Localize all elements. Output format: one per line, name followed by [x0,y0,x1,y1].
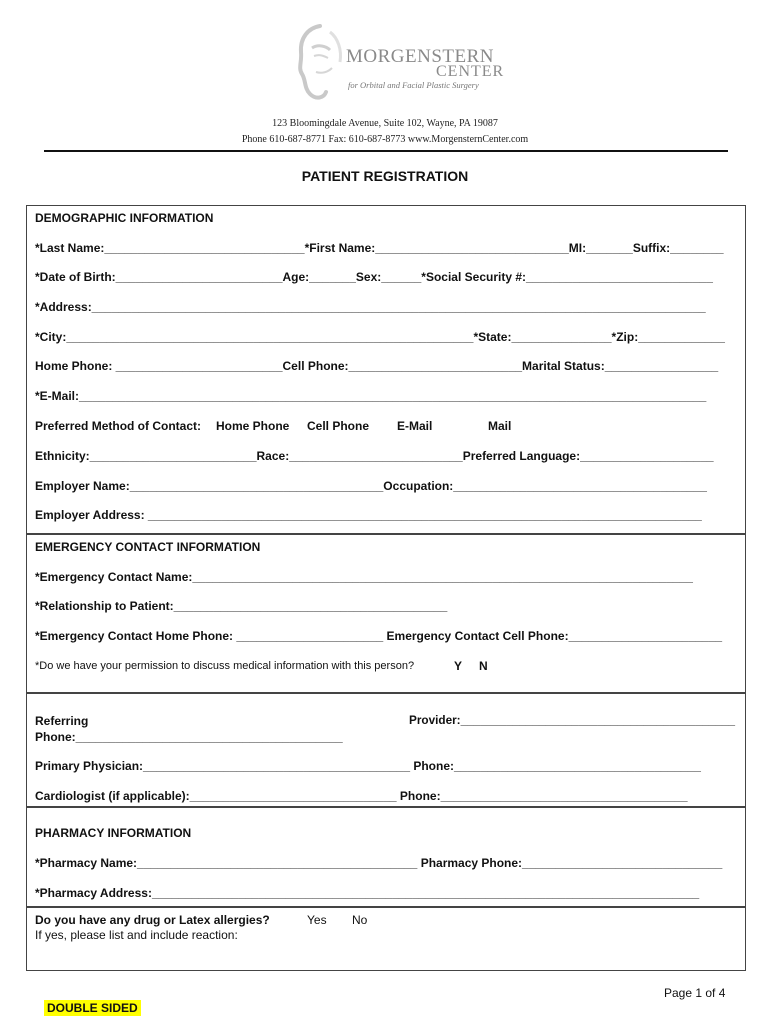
primary-physician-field-line[interactable]: Primary Physician:________________________________________ Phone:_____________________________________ [35,759,701,773]
employer-field-line[interactable]: Employer Name:______________________________________Occupation:______________________________________ [35,479,707,493]
logo-face-icon [290,22,350,104]
pharmacy-address-field-line[interactable]: *Pharmacy Address:__________________________________________________________________________________ [35,886,700,900]
contact-option-home[interactable]: Home Phone [216,419,290,433]
contact-line: Phone 610-687-8771 Fax: 610-687-8773 www.MorgensternCenter.com [241,134,529,145]
logo-tagline: for Orbital and Facial Plastic Surgery [348,80,479,90]
city-field-line[interactable]: *City:_____________________________________________________________*State:_______________*Zip:_____________ [35,330,725,344]
employer-address-field-line[interactable]: Employer Address: ___________________________________________________________________________________ [35,508,702,522]
permission-no[interactable]: N [479,659,488,673]
contact-option-cell[interactable]: Cell Phone [307,419,370,433]
allergy-note: If yes, please list and include reaction: [35,928,238,942]
contact-option-mail[interactable]: Mail [488,419,512,433]
cardiologist-field-line[interactable]: Cardiologist (if applicable):_______________________________ Phone:_____________________________________ [35,789,688,803]
referring-label: Referring [35,714,89,728]
permission-yes[interactable]: Y [454,659,463,673]
referring-phone-field-line[interactable]: Phone:________________________________________ [35,730,343,744]
allergy-no[interactable]: No [352,913,368,927]
permission-question: *Do we have your permission to discuss medical information with this person? [35,660,415,672]
demographic-heading: DEMOGRAPHIC INFORMATION [35,211,214,225]
name-field-line[interactable]: *Last Name:______________________________*First Name:_____________________________MI:_______Suffix:________ [35,241,724,255]
allergy-yes[interactable]: Yes [307,913,327,927]
double-sided-badge: DOUBLE SIDED [44,1000,141,1016]
section-divider [26,533,746,535]
provider-field-line[interactable]: Provider:__________________________________________ [409,714,736,727]
header-rule [44,150,728,152]
ethnicity-field-line[interactable]: Ethnicity:_________________________Race:__________________________Preferred Language:____________________ [35,449,714,463]
phone-field-line[interactable]: Home Phone: _________________________Cell Phone:__________________________Marital Status:_________________ [35,359,719,373]
emergency-heading: EMERGENCY CONTACT INFORMATION [35,540,261,554]
contact-option-email[interactable]: E-Mail [397,419,433,433]
page-number: Page 1 of 4 [664,986,726,1000]
pharmacy-heading: PHARMACY INFORMATION [35,826,192,840]
emergency-phone-field-line[interactable]: *Emergency Contact Home Phone: ______________________ Emergency Contact Cell Phone:_______________________ [35,629,723,643]
section-divider [26,906,746,908]
logo-name: MORGENSTERN [346,46,495,67]
dob-field-line[interactable]: *Date of Birth:_________________________Age:_______Sex:______*Social Security #:____________________________ [35,270,713,284]
page-title: PATIENT REGISTRATION [301,168,469,184]
contact-method-label: Preferred Method of Contact: [35,419,202,433]
logo-center: CENTER [436,63,505,80]
email-field-line[interactable]: *E-Mail:______________________________________________________________________________________________ [35,389,707,403]
section-divider [26,806,746,808]
pharmacy-name-field-line[interactable]: *Pharmacy Name:__________________________________________ Pharmacy Phone:______________________________ [35,856,723,870]
section-divider [26,692,746,694]
address-line: 123 Bloomingdale Avenue, Suite 102, Wayne, PA 19087 [272,118,498,129]
allergy-question: Do you have any drug or Latex allergies? [35,913,270,927]
address-field-line[interactable]: *Address:____________________________________________________________________________________________ [35,300,706,314]
emergency-name-field-line[interactable]: *Emergency Contact Name:___________________________________________________________________________ [35,570,693,584]
relationship-field-line[interactable]: *Relationship to Patient:_________________________________________ [35,599,448,613]
